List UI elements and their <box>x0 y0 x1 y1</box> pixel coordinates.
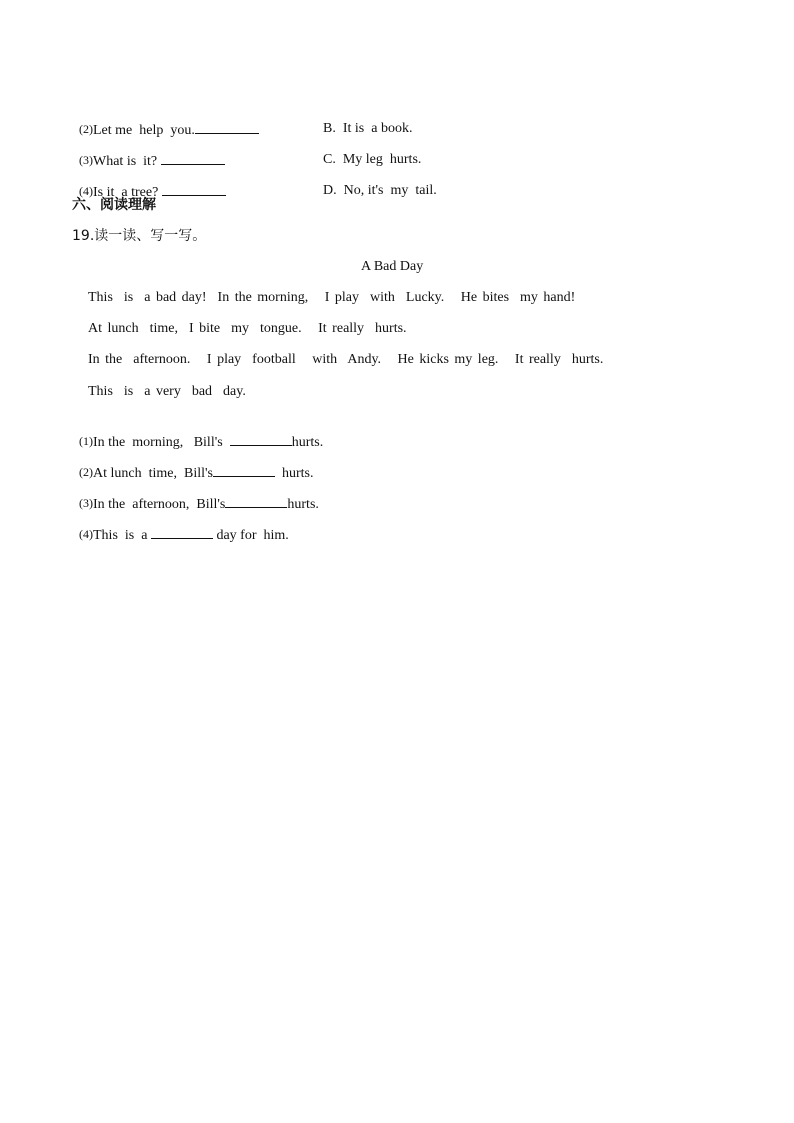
item-number: (4) <box>79 184 93 198</box>
story-paragraph: This is a very bad day. <box>88 384 246 399</box>
item-number: (2) <box>79 465 93 479</box>
answer-blank[interactable] <box>151 526 213 539</box>
item-number: (2) <box>79 122 93 136</box>
story-paragraph: In the afternoon. I play football with Andy. He kicks my leg. It really hurts. <box>88 352 604 367</box>
answer-blank[interactable] <box>162 183 226 196</box>
fill-question-4 <box>72 507 289 545</box>
question-text-before: At lunch time, Bill's <box>93 466 213 481</box>
answer-option-text: D. No, it's my tail. <box>323 183 437 198</box>
question-text-after: day for him. <box>212 528 289 543</box>
question-text-after: hurts. <box>287 497 319 512</box>
story-title: A Bad Day <box>361 259 424 274</box>
matching-answer-d <box>316 164 437 200</box>
question-text-before: This is a <box>93 528 151 543</box>
item-number: (3) <box>79 496 93 510</box>
item-number: (1) <box>79 434 93 448</box>
story-paragraph: At lunch time, I bite my tongue. It really hurts. <box>88 321 407 336</box>
question-text: What is it? <box>93 154 158 169</box>
item-number: (3) <box>79 153 93 167</box>
item-number: (4) <box>79 527 93 541</box>
answer-option-text: C. My leg hurts. <box>323 152 422 167</box>
question-text-before: In the afternoon, Bill's <box>93 497 226 512</box>
story-paragraph: This is a bad day! In the morning, I play with Lucky. He bites my hand! <box>88 290 576 305</box>
question-title: 19.读一读、写一写。 <box>72 228 207 244</box>
question-text-before: In the morning, Bill's <box>93 435 230 450</box>
question-text: Let me help you. <box>93 123 195 138</box>
section-heading: 六、阅读理解 <box>72 197 156 213</box>
question-text: Is it a tree? <box>93 185 159 200</box>
question-text-after: hurts. <box>291 435 324 450</box>
question-text-after: hurts. <box>274 466 314 481</box>
answer-option-text: B. It is a book. <box>323 121 413 136</box>
